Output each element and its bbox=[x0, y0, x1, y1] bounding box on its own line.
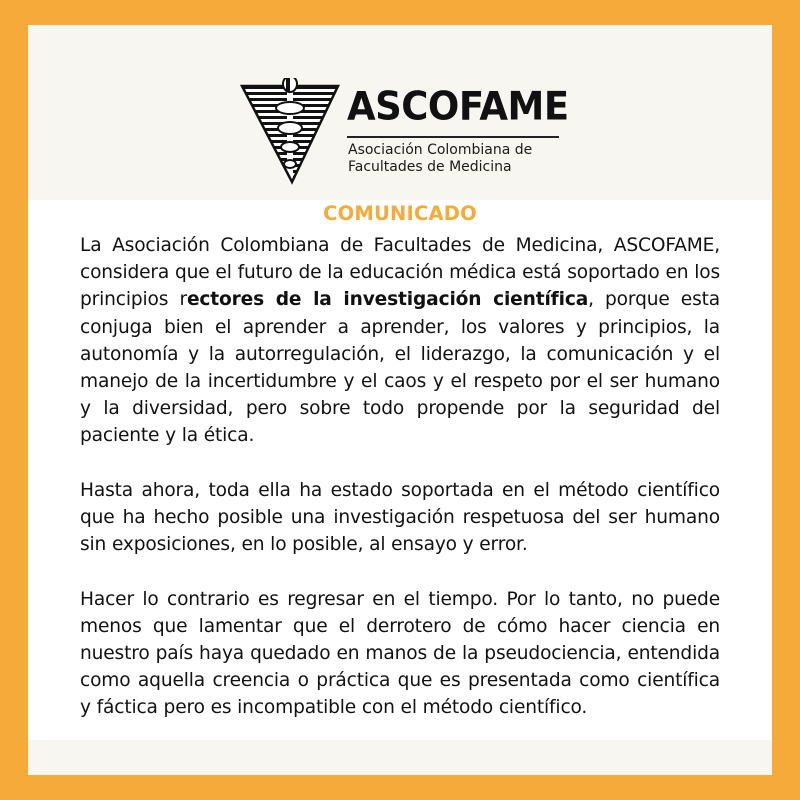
logo-divider bbox=[347, 136, 559, 138]
logo-subtitle-line2: Facultades de Medicina bbox=[348, 159, 512, 175]
paragraph-1-text-end: , porque esta conjuga bien el aprender a aprender, los valores y principios, la autonomía y la autorregulación, el liderazgo, la comunicación y el manejo de la incertidumbre y el caos y el respeto por el ser humano y la diversidad, pero sobre todo propende por la seguridad del paciente y la ética. bbox=[80, 289, 720, 447]
logo-subtitle-line1: Asociación Colombiana de bbox=[348, 142, 533, 158]
paragraph-1-emphasis: ectores de la investigación científica bbox=[186, 289, 589, 311]
page-heading: COMUNICADO bbox=[323, 202, 477, 225]
ascofame-triangle-emblem-icon bbox=[240, 78, 340, 186]
paragraph-1 bbox=[80, 232, 720, 450]
communique-body bbox=[80, 232, 720, 722]
ascofame-logo bbox=[240, 78, 570, 186]
paragraph-1-text-start: La Asociación Colombiana de Facultades de Medicina, ASCOFAME, considera que el futuro de la educación médica está soportado en los principios r bbox=[80, 235, 720, 311]
paragraph-2: Hasta ahora, toda ella ha estado soportada en el método científico que ha hecho posible una investigación respetuosa del ser humano sin exposiciones, en lo posible, al ensayo y error. bbox=[80, 479, 720, 556]
paragraph-3: Hacer lo contrario es regresar en el tiempo. Por lo tanto, no puede menos que lamentar que el derrotero de cómo hacer ciencia en nuestro país haya quedado en manos de la pseudociencia, entendida como aquella creencia o práctica que es presentada como científica y fáctica pero es incompatible con el método científico. bbox=[80, 588, 720, 719]
logo-wordmark: ASCOFAME bbox=[347, 83, 569, 130]
logo-subtitle bbox=[348, 142, 532, 176]
